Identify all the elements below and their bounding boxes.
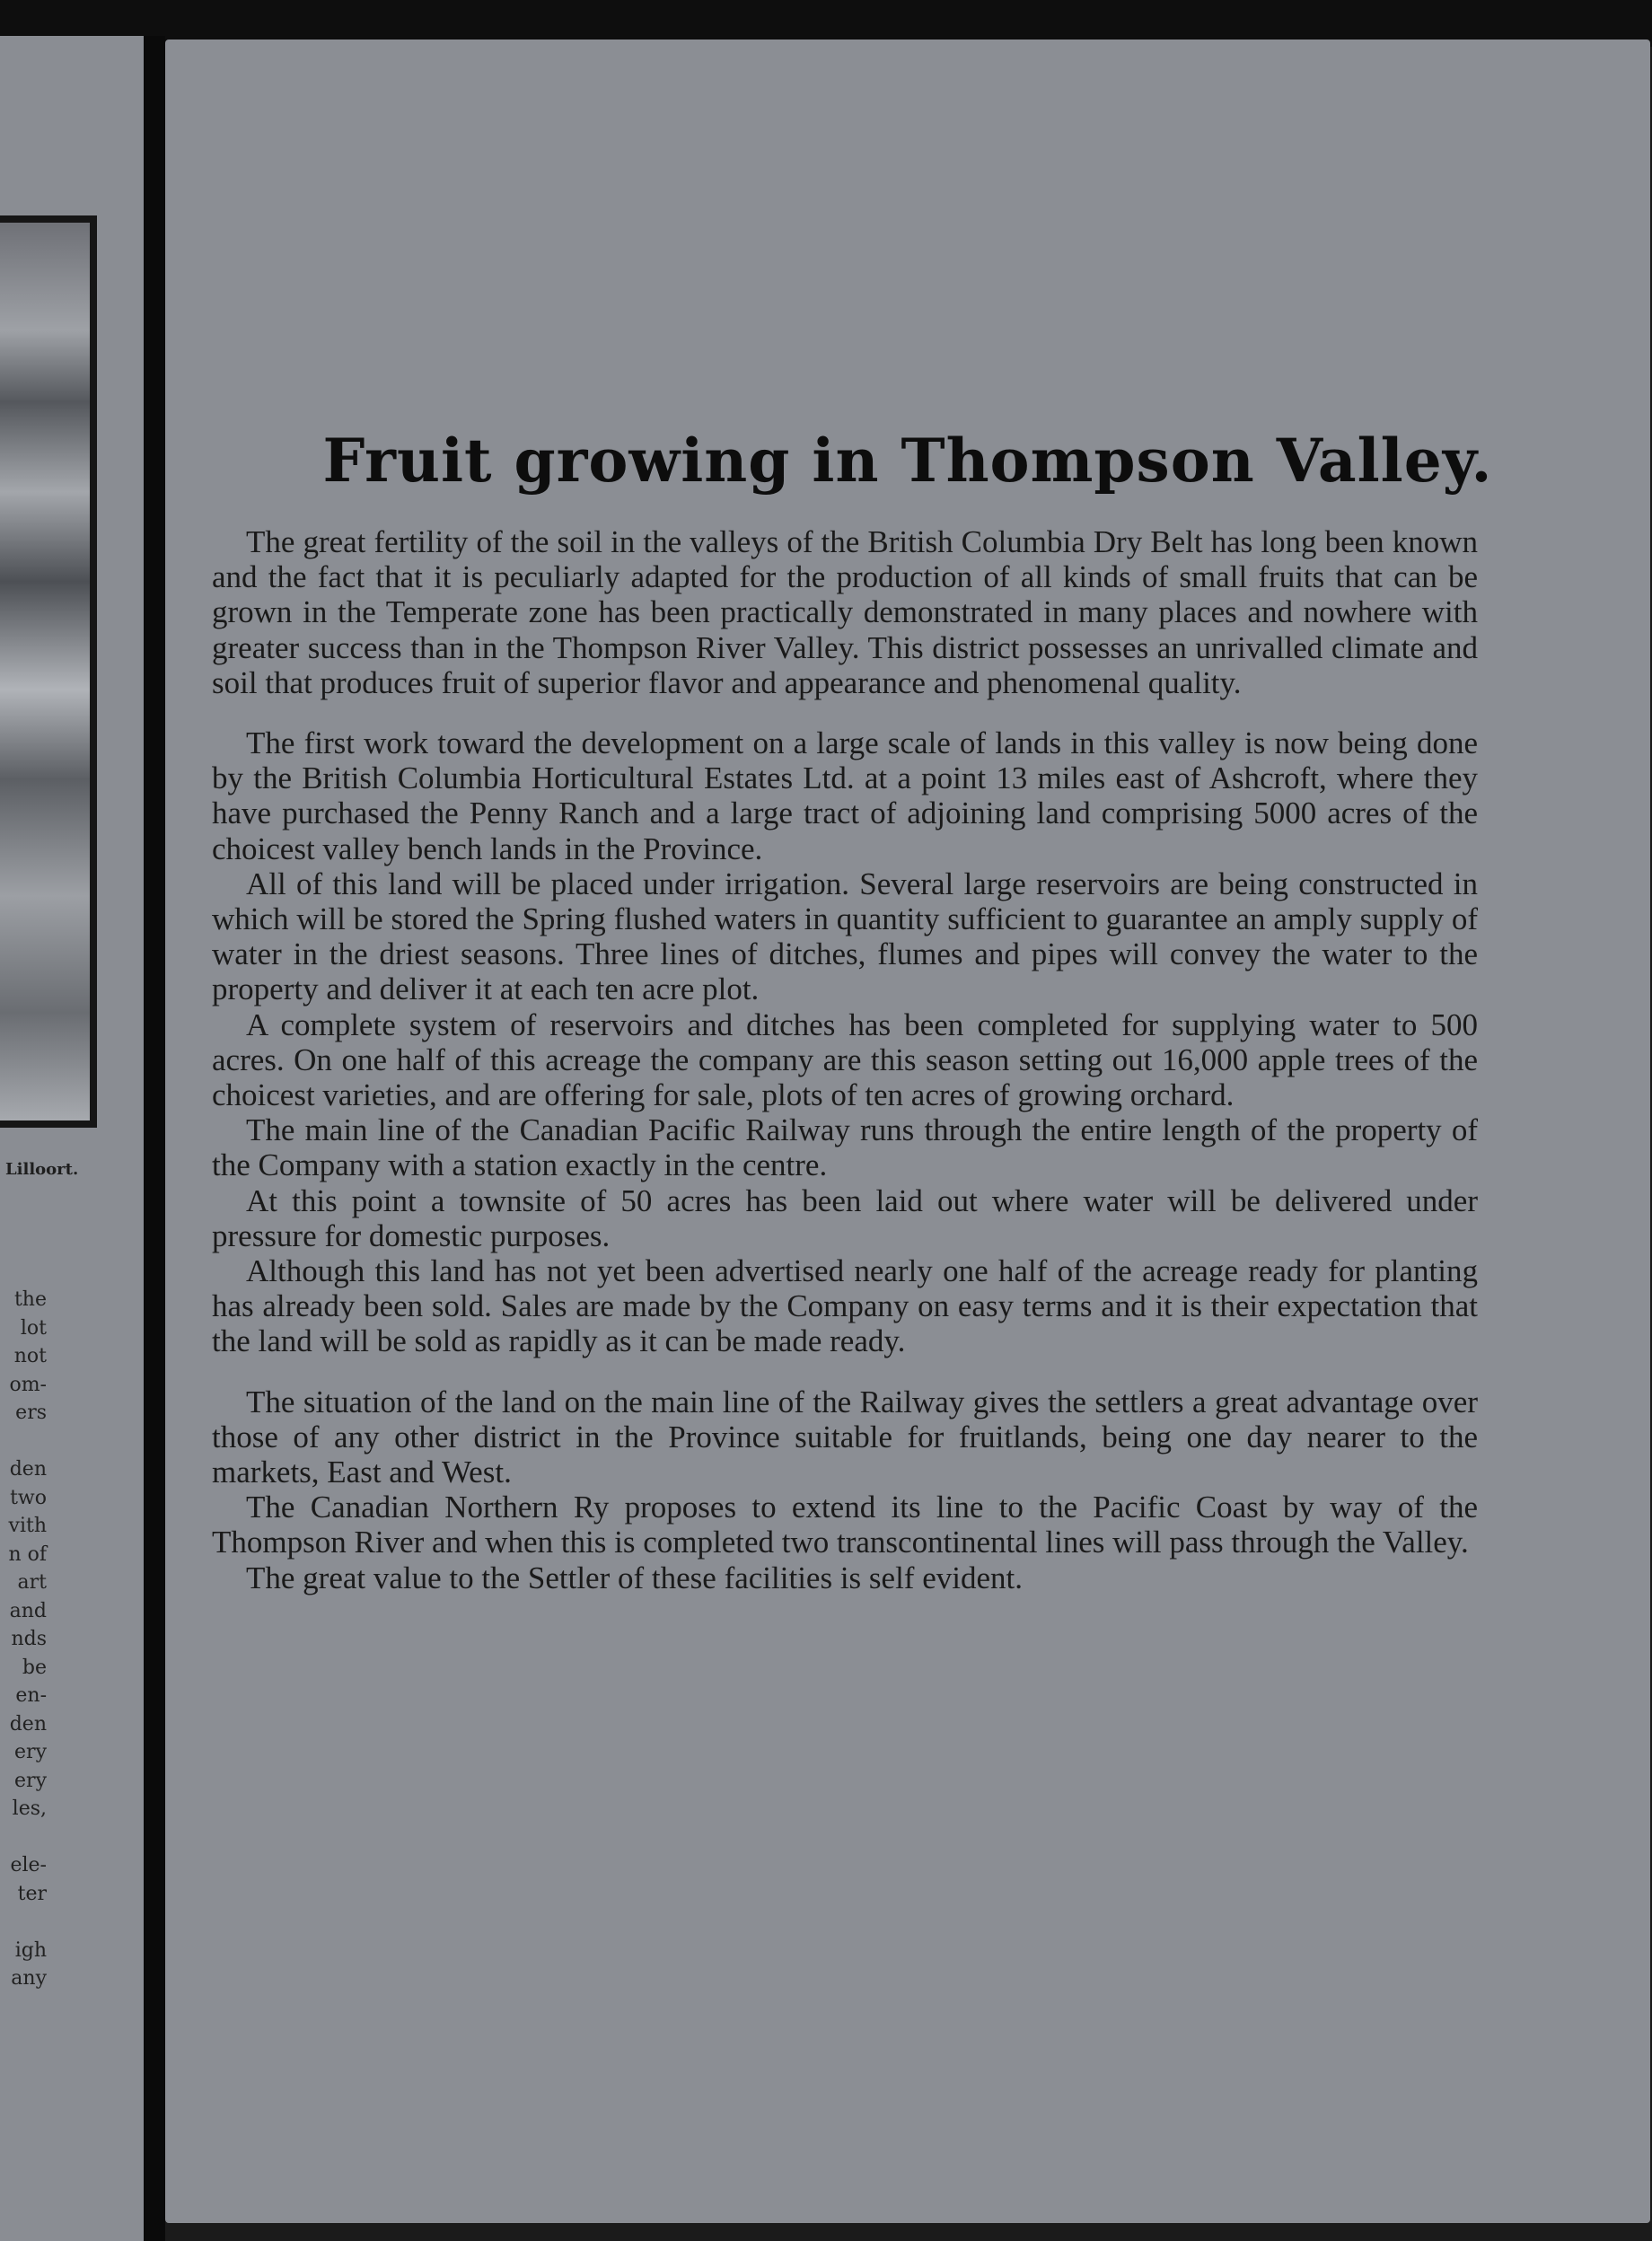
- adjacent-page-fragment: om-: [9, 1373, 47, 1396]
- article-paragraph: The great value to the Settler of these facilities is self evident.: [246, 1560, 1023, 1595]
- article-paragraph: A complete system of reservoirs and ditches has been completed for supplying water to 500 acres. On one half of this acreage the company are this season setting out 16,000 apple trees of the choicest varieties, and are offering for sale, plots of ten acres of growing orchard.: [212, 1006, 1478, 1113]
- adjacent-page-fragment: art: [17, 1571, 47, 1594]
- adjacent-page-text-fragments: [0, 1286, 47, 1993]
- adjacent-page-fragment: den: [9, 1458, 47, 1481]
- adjacent-page-fragment: be: [22, 1656, 47, 1679]
- article-title: Fruit growing in Thompson Valley.: [322, 426, 1493, 496]
- adjacent-page-fragment: ele-: [10, 1854, 47, 1876]
- article-paragraph: The Canadian Northern Ry proposes to extend its line to the Pacific Coast by way of the Thompson River and when this is completed two transcontinental lines will pass through the Valley.: [212, 1490, 1478, 1560]
- adjacent-page-fragment: two: [10, 1486, 47, 1509]
- adjacent-page-fragment: [0, 1908, 47, 1937]
- adjacent-page-caption: Lilloort.: [5, 1160, 79, 1179]
- adjacent-page-fragment: and: [9, 1599, 47, 1622]
- adjacent-page-fragment: vith: [8, 1515, 47, 1537]
- adjacent-page-fragment: igh: [14, 1938, 47, 1962]
- adjacent-page-fragment: any: [11, 1967, 47, 1990]
- adjacent-page-fragment: nds: [11, 1628, 47, 1650]
- adjacent-page: [0, 36, 144, 2241]
- adjacent-page-fragment: den: [9, 1712, 47, 1736]
- adjacent-page-fragment: les,: [12, 1797, 47, 1820]
- article-paragraph: The first work toward the development on a large scale of lands in this valley is now being done by the British Columbia Horticultural Estates Ltd. at a point 13 miles east of Ashcroft, where they have purchased the Penny Ranch and a large tract of adjoining land comprising 5000 acres of the choicest valley bench lands in the Province.: [212, 725, 1478, 866]
- adjacent-page-fragment: [0, 1824, 47, 1852]
- adjacent-page-fragment: n of: [8, 1542, 47, 1566]
- adjacent-page-fragment: [0, 1428, 47, 1456]
- book-gutter: [144, 36, 165, 2241]
- adjacent-page-fragment: lot: [20, 1316, 47, 1340]
- article-paragraph: The situation of the land on the main line of the Railway gives the settlers a great advantage over those of any other district in the Province suitable for fruitlands, being one day nearer to the markets, East and West.: [212, 1384, 1478, 1490]
- adjacent-page-fragment: ers: [15, 1402, 47, 1424]
- article-paragraph: All of this land will be placed under irrigation. Several large reservoirs are being constructed in which will be stored the Spring flushed waters in quantity sufficient to guarantee an amply supply of water in the driest seasons. Three lines of ditches, flumes and pipes will convey the water to the property and deliver it at each ten acre plot.: [212, 866, 1478, 1007]
- adjacent-page-fragment: ery: [14, 1769, 47, 1792]
- main-page: [165, 40, 1650, 2223]
- article-paragraph: At this point a townsite of 50 acres has been laid out where water will be delivered under pressure for domestic purposes.: [212, 1182, 1478, 1253]
- adjacent-page-fragment: not: [13, 1345, 47, 1367]
- adjacent-page-fragment: ter: [17, 1882, 47, 1905]
- adjacent-page-fragment: en-: [15, 1684, 47, 1707]
- article-paragraph: The great fertility of the soil in the valleys of the British Columbia Dry Belt has long been known and the fact that it is peculiarly adapted for the production of all kinds of small fruits that can be grown in the Temperate zone has been practically demonstrated in many places and nowhere with greater success than in the Thompson River Valley. This district possesses an unrivalled climate and soil that produces fruit of superior flavor and appearance and phenomenal quality.: [212, 524, 1478, 700]
- article-body: [212, 524, 1478, 1595]
- article-paragraph: The main line of the Canadian Pacific Railway runs through the entire length of the property of the Company with a station exactly in the centre.: [212, 1112, 1478, 1183]
- adjacent-page-photo: [0, 215, 97, 1128]
- adjacent-page-fragment: the: [13, 1288, 47, 1311]
- article-paragraph: Although this land has not yet been advertised nearly one half of the acreage ready for planting has already been sold. Sales are made by the Company on easy terms and it is their expectation that the land will be sold as rapidly as it can be made ready.: [212, 1253, 1478, 1359]
- adjacent-page-fragment: ery: [14, 1741, 47, 1763]
